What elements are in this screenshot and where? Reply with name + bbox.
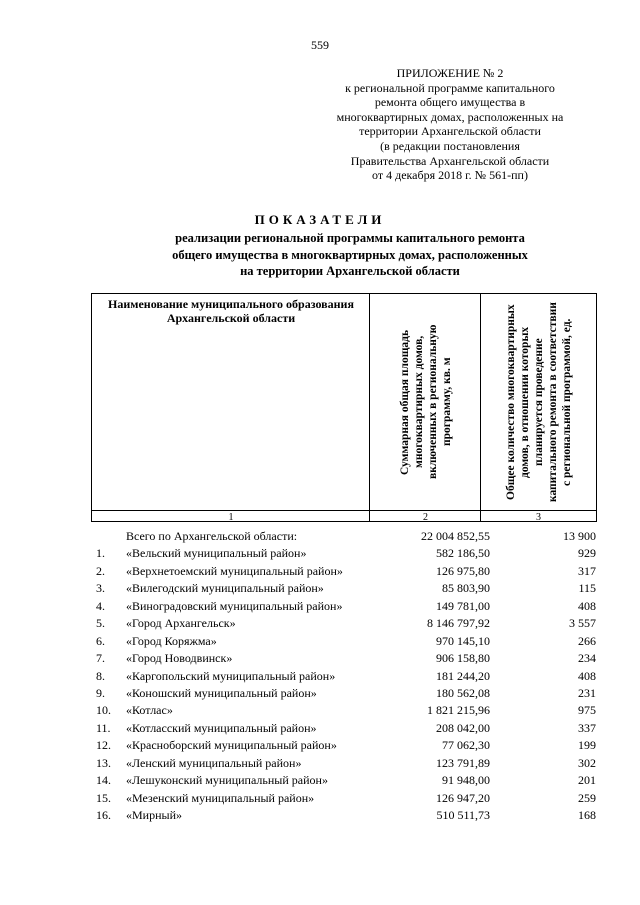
table-row (0, 651, 640, 668)
row-name: «Красноборский муниципальный район» (126, 738, 337, 753)
row-name: «Котлас» (126, 703, 173, 718)
row-number: 7. (96, 651, 105, 666)
table-row (0, 773, 640, 790)
table-row (0, 634, 640, 651)
row-count: 317 (578, 563, 596, 578)
row-count: 259 (578, 790, 596, 805)
header-cell-count (481, 294, 596, 521)
row-area: 91 948,00 (442, 773, 490, 788)
table-header (91, 293, 597, 522)
table-row (0, 808, 640, 825)
row-number: 10. (96, 703, 111, 718)
row-count: 115 (578, 581, 596, 596)
table-row (0, 564, 640, 581)
appendix-line: территории Архангельской области (359, 124, 541, 139)
row-number: 9. (96, 685, 105, 700)
row-count: 3 557 (569, 616, 596, 631)
document-subtitle (60, 230, 640, 280)
row-count: 929 (578, 546, 596, 561)
row-name: «Вилегодский муниципальный район» (126, 581, 324, 596)
row-area: 123 791,89 (436, 755, 490, 770)
appendix-line: Правительства Архангельской области (350, 153, 550, 168)
row-number: 11. (96, 720, 111, 735)
row-number: 12. (96, 738, 111, 753)
table-row (0, 546, 640, 563)
row-count: 201 (578, 773, 596, 788)
row-area: 582 186,50 (436, 546, 490, 561)
row-name: «Лешуконский муниципальный район» (126, 773, 328, 788)
row-area: 180 562,08 (436, 685, 490, 700)
appendix-line: многоквартирных домах, расположенных на (336, 109, 564, 124)
row-count: 337 (578, 720, 596, 735)
row-number: 8. (96, 668, 105, 683)
row-count: 231 (578, 685, 596, 700)
header-col2-label: Суммарная общая площадь многоквартирных домов, включенных в региональную программу, кв. м (398, 324, 453, 480)
page-number: 559 (311, 38, 329, 52)
table-row (0, 599, 640, 616)
table-row (0, 686, 640, 703)
subtitle-line: на территории Архангельской области (240, 264, 460, 278)
row-number: 15. (96, 790, 111, 805)
table-row (0, 738, 640, 755)
row-name: «Каргопольский муниципальный район» (126, 668, 336, 683)
table-body (0, 529, 640, 825)
row-number: 5. (96, 616, 105, 631)
row-number: 6. (96, 633, 105, 648)
row-name: «Виноградовский муниципальный район» (126, 598, 343, 613)
subtitle-line: реализации региональной программы капитального ремонта (175, 231, 525, 245)
header-cell-name (92, 294, 370, 521)
row-count: 266 (578, 633, 596, 648)
row-area: 970 145,10 (436, 633, 490, 648)
row-number: 1. (96, 546, 105, 561)
row-name: «Город Новодвинск» (126, 651, 233, 666)
row-number: 14. (96, 773, 111, 788)
row-number: 4. (96, 598, 105, 613)
row-name: «Ленский муниципальный район» (126, 755, 302, 770)
total-count: 13 900 (563, 529, 596, 543)
table-row (0, 669, 640, 686)
appendix-line: к региональной программе капитального (345, 80, 555, 95)
row-name: «Мирный» (126, 808, 182, 822)
table-row (0, 791, 640, 808)
row-count: 199 (578, 738, 596, 753)
table-row (0, 581, 640, 598)
row-number: 3. (96, 581, 105, 596)
row-name: «Котласский муниципальный район» (126, 720, 317, 735)
header-cell-area (370, 294, 481, 521)
row-count: 408 (578, 598, 596, 613)
header-col3-label: Общее количество многоквартирных домов, в отношении которых планируется проведение капитального ремонта в соответствии с региональной программой, ед. (504, 302, 573, 502)
row-number: 13. (96, 755, 111, 770)
row-area: 126 975,80 (436, 563, 490, 578)
row-count: 234 (578, 651, 596, 666)
appendix-line: ремонта общего имущества в (374, 95, 526, 110)
table-row-total (0, 529, 640, 546)
row-number: 2. (96, 563, 105, 578)
row-area: 1 821 215,96 (427, 703, 490, 718)
header-col1-label: Наименование муниципального образования Архангельской области (108, 297, 354, 325)
table-row (0, 616, 640, 633)
row-area: 126 947,20 (436, 790, 490, 805)
row-area: 510 511,73 (436, 808, 490, 822)
row-name: «Коношский муниципальный район» (126, 685, 317, 700)
row-area: 85 803,90 (442, 581, 490, 596)
row-count: 168 (578, 808, 596, 822)
row-name: «Верхнетоемский муниципальный район» (126, 563, 343, 578)
column-number-1: 1 (228, 512, 234, 523)
total-label: Всего по Архангельской области: (126, 529, 298, 543)
row-name: «Город Архангельск» (126, 616, 236, 631)
row-name: «Вельский муниципальный район» (126, 546, 307, 561)
table-row (0, 756, 640, 773)
row-area: 77 062,30 (442, 738, 490, 753)
row-area: 208 042,00 (436, 720, 490, 735)
row-area: 906 158,80 (436, 651, 490, 666)
row-area: 181 244,20 (436, 668, 490, 683)
appendix-line: ПРИЛОЖЕНИЕ № 2 (396, 66, 504, 80)
header-number-divider (92, 510, 596, 511)
subtitle-line: общего имущества в многоквартирных домах, расположенных (172, 247, 528, 262)
row-count: 302 (578, 755, 596, 770)
row-name: «Мезенский муниципальный район» (126, 790, 315, 805)
row-name: «Город Коряжма» (126, 633, 217, 648)
row-number: 16. (96, 808, 111, 822)
column-number-3: 3 (536, 512, 541, 523)
column-number-2: 2 (423, 512, 428, 523)
appendix-line: от 4 декабря 2018 г. № 561-пп) (372, 168, 528, 183)
row-area: 149 781,00 (436, 598, 490, 613)
row-count: 975 (578, 703, 596, 718)
table-row (0, 721, 640, 738)
row-count: 408 (578, 668, 596, 683)
appendix-block (300, 66, 600, 183)
row-area: 8 146 797,92 (427, 616, 490, 631)
appendix-line: (в редакции постановления (380, 138, 520, 153)
document-title: ПОКАЗАТЕЛИ (254, 212, 386, 227)
table-row (0, 703, 640, 720)
total-area: 22 004 852,55 (421, 529, 490, 543)
